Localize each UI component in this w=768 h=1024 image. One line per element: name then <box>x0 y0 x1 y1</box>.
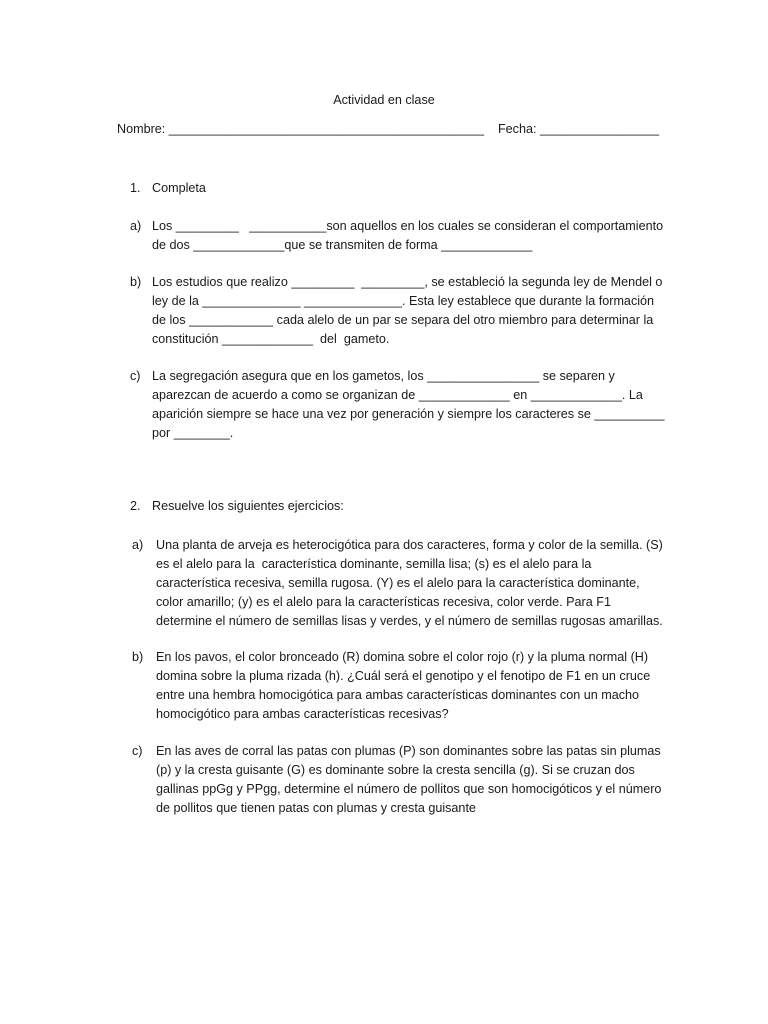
name-field: Nombre: _____________________________________________ <box>117 122 484 136</box>
text-line: Los _________ ___________son aquellos en los cuales se consideran el comportamiento <box>152 219 664 233</box>
item-text <box>156 536 663 631</box>
item-marker: c) <box>132 744 143 758</box>
text-line: es el alelo para la característica dominante, semilla lisa; (s) es el alelo para la <box>156 557 592 571</box>
item-marker: c) <box>130 369 141 383</box>
text-line: homocigótico para ambas características recesivas? <box>156 707 449 721</box>
text-line: En las aves de corral las patas con plumas (P) son dominantes sobre las patas sin plumas <box>156 744 661 758</box>
item-text <box>152 367 664 443</box>
text-line: color amarillo; (y) es el alelo para la características recesiva, color verde. Para F1 <box>156 595 611 609</box>
text-line: Una planta de arveja es heterocigótica para dos caracteres, forma y color de la semilla. (S) <box>156 538 663 552</box>
item-text <box>156 742 661 818</box>
text-line: (p) y la cresta guisante (G) es dominante sobre la cresta sencilla (g). Si se cruzan dos <box>156 763 635 777</box>
text-line: de los ____________ cada alelo de un par se separa del otro miembro para determinar la <box>152 313 654 327</box>
text-line: aparezcan de acuerdo a como se organizan de _____________ en _____________. La <box>152 388 643 402</box>
text-line: En los pavos, el color bronceado (R) domina sobre el color rojo (r) y la pluma normal (H) <box>156 650 649 664</box>
text-line: aparición siempre se hace una vez por generación y siempre los caracteres se __________ <box>152 407 665 421</box>
section-2-number: 2. <box>130 499 141 513</box>
section-1-heading <box>130 181 206 195</box>
section-1-number: 1. <box>130 181 141 195</box>
text-line: determine el número de semillas lisas y verdes, y el número de semillas rugosas amarillas. <box>156 614 663 628</box>
text-line: La segregación asegura que en los gametos, los ________________ se separen y <box>152 369 615 383</box>
item-text <box>152 217 663 255</box>
page-title: Actividad en clase <box>333 93 435 107</box>
text-line: por ________. <box>152 426 234 440</box>
date-field: Fecha: _________________ <box>497 122 660 136</box>
item-marker: a) <box>132 538 144 552</box>
item-marker: a) <box>130 219 142 233</box>
text-line: de pollitos que tienen patas con plumas y cresta guisante <box>156 801 476 815</box>
text-line: Los estudios que realizo _________ _________, se estableció la segunda ley de Mendel o <box>152 275 663 289</box>
section-2-title: Resuelve los siguientes ejercicios: <box>152 499 344 513</box>
text-line: de dos _____________que se transmiten de forma _____________ <box>152 238 533 252</box>
section-2-heading <box>130 499 344 513</box>
text-line: entre una hembra homocigótica para ambas características dominantes con un macho <box>156 688 640 702</box>
text-line: ley de la ______________ ______________. Esta ley establece que durante la formación <box>152 294 655 308</box>
student-header <box>117 122 659 136</box>
item-marker: b) <box>130 275 142 289</box>
text-line: domina sobre la pluma rizada (h). ¿Cuál será el genotipo y el fenotipo de F1 en un cruce <box>156 669 651 683</box>
item-text <box>156 648 650 724</box>
section-1-title: Completa <box>152 181 206 195</box>
text-line: gallinas ppGg y PPgg, determine el número de pollitos que son homocigóticos y el número <box>156 782 662 796</box>
text-line: característica recesiva, semilla rugosa. (Y) es el alelo para la característica dominante, <box>156 576 640 590</box>
text-line: constitución _____________ del gameto. <box>152 332 390 346</box>
item-marker: b) <box>132 650 144 664</box>
item-text <box>152 273 662 349</box>
